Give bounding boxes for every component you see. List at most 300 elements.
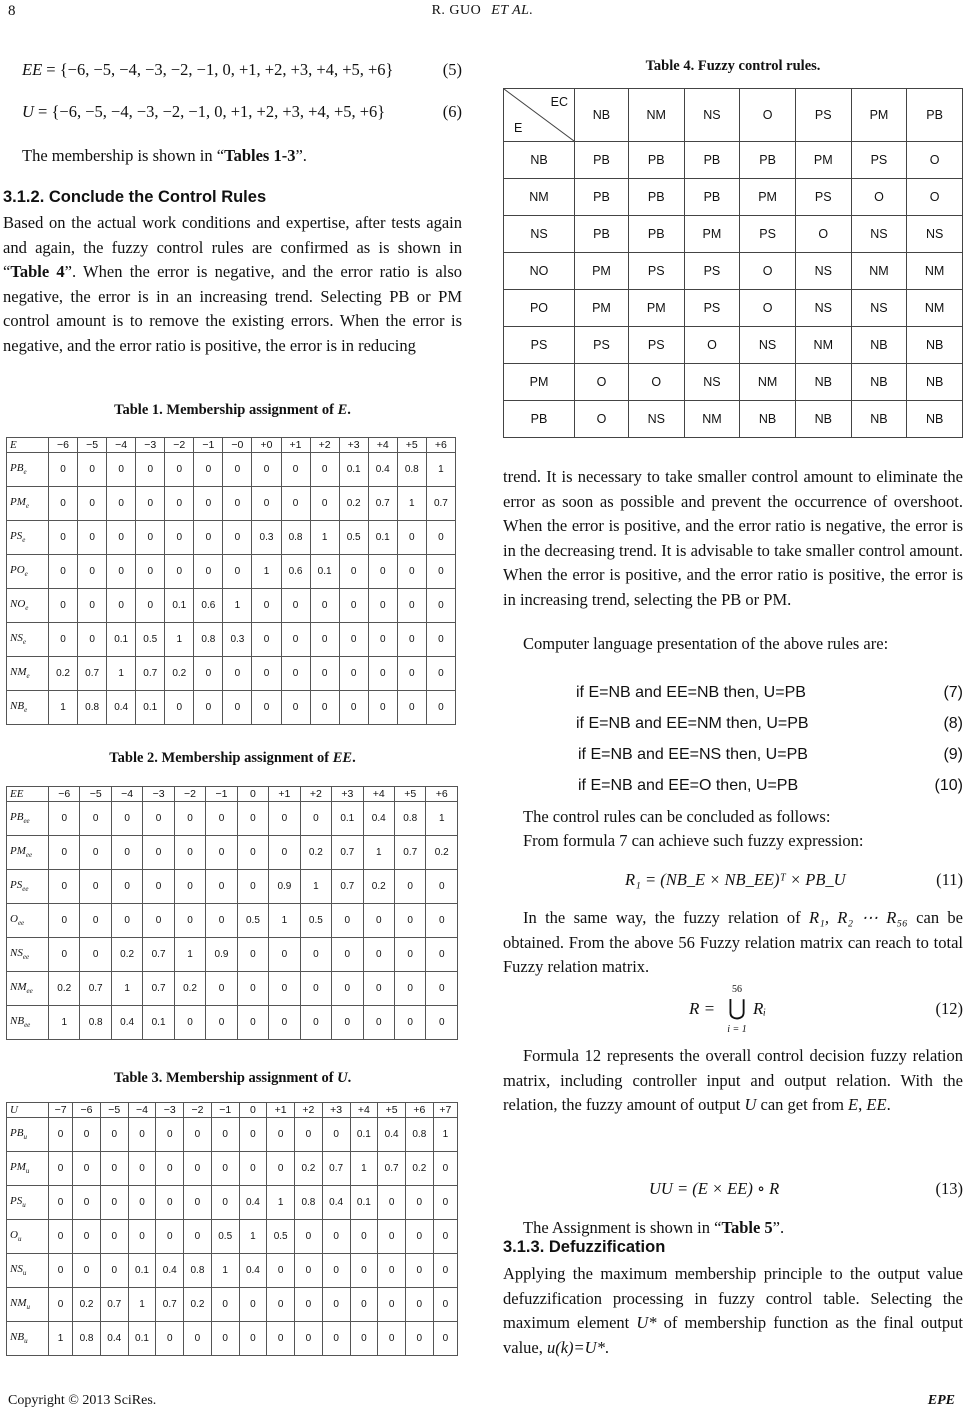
row-label: $NS_u$ — [7, 1254, 49, 1288]
table-cell: 0 — [368, 623, 397, 657]
table-cell: 0.1 — [350, 1186, 378, 1220]
table-cell: NB — [907, 401, 963, 438]
table-row — [7, 1186, 458, 1220]
assignment-line: The Assignment is shown in “Table 5”. — [523, 1218, 785, 1237]
table-cell: 0 — [252, 453, 281, 487]
header-cell: +1 — [269, 787, 300, 802]
section-3-1-2-heading: 3.1.2. Conclude the Control Rules — [3, 188, 267, 206]
table-cell: 0 — [165, 521, 194, 555]
row-label: $NM_{ee}$ — [7, 972, 49, 1006]
table-cell: 0 — [300, 972, 331, 1006]
table-cell: PS — [795, 179, 851, 216]
table-cell: 0 — [239, 1288, 267, 1322]
header-cell: NB — [575, 89, 629, 142]
table-cell: 0 — [368, 589, 397, 623]
table-cell: NB — [851, 327, 907, 364]
table-cell: 0 — [100, 1152, 128, 1186]
table-cell: NB — [851, 364, 907, 401]
table-cell: PB — [628, 179, 684, 216]
header-cell: −3 — [156, 1103, 184, 1118]
table-cell: 0 — [267, 1322, 295, 1356]
table-row — [7, 1152, 458, 1186]
computer-language-paragraph: Computer language presentation of the above rules are: — [523, 634, 889, 653]
table-cell: PB — [575, 179, 629, 216]
table-cell: 0 — [433, 1186, 457, 1220]
header-cell: −4 — [107, 438, 136, 453]
table-row — [504, 179, 963, 216]
table-cell: 1 — [128, 1288, 156, 1322]
table-cell: 1 — [165, 623, 194, 657]
header-cell: +4 — [363, 787, 394, 802]
table-cell: 0.8 — [73, 1322, 101, 1356]
table-cell: 0 — [405, 1322, 433, 1356]
eq6-lhs: U — [22, 102, 34, 121]
table-cell: 0.7 — [368, 487, 397, 521]
header-cell: −1 — [194, 438, 223, 453]
header-cell: PB — [907, 89, 963, 142]
equation-12: R = 56 ⋃ i = 1 Rᵢ (12) — [689, 984, 963, 1035]
table-cell: 0 — [350, 1220, 378, 1254]
table-row — [504, 216, 963, 253]
table-cell: 0 — [206, 870, 237, 904]
table-cell: 0.8 — [394, 802, 425, 836]
equation-5 — [22, 58, 462, 83]
table-row — [7, 972, 458, 1006]
table-cell: 0 — [397, 657, 426, 691]
table-cell: O — [740, 253, 796, 290]
table-cell: 0 — [80, 802, 111, 836]
table-cell: PS — [851, 142, 907, 179]
table-cell: 0 — [80, 836, 111, 870]
table-cell: PM — [740, 179, 796, 216]
table-cell: 0 — [49, 521, 78, 555]
table-cell: 0 — [78, 487, 107, 521]
table-cell: 1 — [239, 1220, 267, 1254]
table-3-membership-u — [6, 1102, 458, 1356]
table-2-membership-ee — [6, 786, 458, 1040]
table-cell: PM — [575, 253, 629, 290]
table-cell: 0 — [211, 1186, 239, 1220]
table-cell: 0 — [49, 1288, 73, 1322]
table-cell: 0.5 — [300, 904, 331, 938]
table-cell: 0 — [73, 1220, 101, 1254]
table-row — [7, 802, 458, 836]
table-cell: 0 — [397, 589, 426, 623]
table-cell: NS — [795, 290, 851, 327]
table-cell: 0 — [100, 1254, 128, 1288]
table-cell: 0 — [426, 904, 458, 938]
table-cell: 0 — [239, 1322, 267, 1356]
corner-e-label: E — [514, 121, 523, 135]
header-cell: −2 — [174, 787, 205, 802]
table-cell: 0 — [156, 1322, 184, 1356]
table-cell: 0 — [165, 555, 194, 589]
table-cell: 0.3 — [223, 623, 252, 657]
table-cell: NB — [907, 327, 963, 364]
header-cell: +2 — [310, 438, 339, 453]
table-cell: 0.2 — [111, 938, 142, 972]
row-label: $NB_u$ — [7, 1322, 49, 1356]
table-cell: 0 — [295, 1254, 323, 1288]
table-cell: 0 — [394, 904, 425, 938]
table-cell: 0 — [49, 589, 78, 623]
table-cell: 0 — [239, 1118, 267, 1152]
header-cell: +4 — [368, 438, 397, 453]
table-cell: 0 — [100, 1220, 128, 1254]
table-row — [7, 836, 458, 870]
table-cell: O — [907, 142, 963, 179]
table-cell: 0 — [239, 1152, 267, 1186]
header-cell: +3 — [339, 438, 368, 453]
table-row — [7, 1288, 458, 1322]
table-cell: 0 — [310, 487, 339, 521]
table-cell: 0 — [80, 870, 111, 904]
table-cell: PS — [575, 327, 629, 364]
table-cell: 0 — [267, 1254, 295, 1288]
row-label: $PS_e$ — [7, 521, 49, 555]
table-cell: 0 — [237, 870, 268, 904]
table-cell: 1 — [107, 657, 136, 691]
table-cell: 0 — [156, 1152, 184, 1186]
table-cell: 0 — [269, 836, 300, 870]
table-cell: 0 — [194, 555, 223, 589]
table-cell: 0 — [78, 453, 107, 487]
table-cell: PS — [628, 253, 684, 290]
header-cell: −3 — [136, 438, 165, 453]
table-cell: 0 — [49, 623, 78, 657]
table-cell: 0 — [300, 802, 331, 836]
table-row — [7, 904, 458, 938]
row-label: PO — [504, 290, 575, 327]
table-cell: 0 — [174, 802, 205, 836]
table-cell: 0.7 — [143, 972, 174, 1006]
table-cell: 0 — [174, 836, 205, 870]
rule-7: if E=NB and EE=NB then, U=PB (7) — [576, 684, 963, 701]
table-cell: 0.1 — [143, 1006, 174, 1040]
table-cell: 0.6 — [281, 555, 310, 589]
copyright-footer: Copyright © 2013 SciRes. — [8, 1393, 157, 1408]
table-cell: 0 — [100, 1186, 128, 1220]
header-cell: NS — [684, 89, 740, 142]
table-cell: 0.7 — [322, 1152, 350, 1186]
row-label: $PO_e$ — [7, 555, 49, 589]
table-cell: 1 — [267, 1186, 295, 1220]
header-authors: R. GUO — [431, 3, 482, 18]
table-cell: 0 — [426, 870, 458, 904]
table-cell: 0.5 — [211, 1220, 239, 1254]
table-cell: PS — [740, 216, 796, 253]
table-cell: 0 — [339, 589, 368, 623]
table-cell: 0.9 — [206, 938, 237, 972]
table-cell: PS — [684, 253, 740, 290]
table-cell: 0 — [397, 691, 426, 725]
table-cell: 0 — [49, 1254, 73, 1288]
table-cell: 1 — [174, 938, 205, 972]
header-cell: +1 — [281, 438, 310, 453]
row-label: $NM_e$ — [7, 657, 49, 691]
table-cell: 0 — [184, 1152, 212, 1186]
table-cell: PB — [575, 216, 629, 253]
table-cell: 0 — [49, 802, 80, 836]
table-cell: 0 — [156, 1220, 184, 1254]
table-cell: 0 — [206, 836, 237, 870]
table-cell: 0 — [269, 1006, 300, 1040]
table-cell: 0 — [194, 487, 223, 521]
table-cell: 0.4 — [322, 1186, 350, 1220]
table-cell: NS — [851, 290, 907, 327]
table-cell: 0 — [211, 1322, 239, 1356]
row-label: $O_{ee}$ — [7, 904, 49, 938]
table-cell: 0 — [78, 589, 107, 623]
table-cell: 0 — [143, 870, 174, 904]
table-cell: 0 — [281, 657, 310, 691]
table-cell: 0 — [80, 938, 111, 972]
table-cell: 0 — [49, 1186, 73, 1220]
table-cell: 0 — [368, 691, 397, 725]
table-cell: 0 — [339, 623, 368, 657]
table-cell: 0 — [128, 1152, 156, 1186]
row-label: $PS_u$ — [7, 1186, 49, 1220]
table-row — [7, 938, 458, 972]
table-cell: O — [575, 401, 629, 438]
header-cell: +6 — [405, 1103, 433, 1118]
table-cell: 1 — [363, 836, 394, 870]
table-row — [504, 364, 963, 401]
table-1-membership-e — [6, 437, 456, 725]
table-cell: 0 — [405, 1254, 433, 1288]
table-cell: 0 — [184, 1118, 212, 1152]
table-cell: 0.7 — [378, 1152, 406, 1186]
table-cell: 0 — [223, 691, 252, 725]
table-cell: 0.4 — [100, 1322, 128, 1356]
row-label: $NM_u$ — [7, 1288, 49, 1322]
eq5-number: (5) — [442, 60, 462, 79]
row-label: NO — [504, 253, 575, 290]
table-cell: 0 — [49, 555, 78, 589]
table-row — [504, 142, 963, 179]
header-etal: ET AL. — [491, 3, 534, 18]
table-cell: 0 — [78, 521, 107, 555]
table-cell: 0.4 — [368, 453, 397, 487]
row-label: $PM_u$ — [7, 1152, 49, 1186]
table-cell: 0 — [136, 555, 165, 589]
table-cell: 0 — [332, 1006, 363, 1040]
table-cell: 0 — [295, 1220, 323, 1254]
header-cell: E — [7, 438, 49, 453]
table-cell: 0 — [252, 589, 281, 623]
table-cell: PB — [684, 179, 740, 216]
header-cell: −3 — [143, 787, 174, 802]
same-way-paragraph: In the same way, the fuzzy relation of R₁, R₂ ⋯ R₅₆ can be obtained. From the above 56 Fuzzy relation matrix can reach to total Fuzzy relation matrix. — [503, 908, 963, 976]
table-cell: 0 — [405, 1186, 433, 1220]
table-cell: 0 — [295, 1288, 323, 1322]
header-cell: +0 — [252, 438, 281, 453]
table-cell: 0 — [237, 938, 268, 972]
table-cell: NB — [795, 401, 851, 438]
table-cell: O — [795, 216, 851, 253]
table-cell: 0 — [107, 453, 136, 487]
table-row — [504, 327, 963, 364]
header-cell: −5 — [100, 1103, 128, 1118]
header-cell: +5 — [378, 1103, 406, 1118]
table-cell: 0 — [426, 1006, 458, 1040]
table-cell: 0 — [281, 487, 310, 521]
table-cell: 0.1 — [368, 521, 397, 555]
table-cell: NB — [740, 401, 796, 438]
header-cell: +6 — [426, 438, 455, 453]
table-cell: 0.4 — [156, 1254, 184, 1288]
header-cell: +1 — [267, 1103, 295, 1118]
table-cell: 0 — [363, 972, 394, 1006]
table-cell: 0.2 — [426, 836, 458, 870]
table-cell: PB — [628, 216, 684, 253]
table-cell: 0.5 — [237, 904, 268, 938]
header-cell: PM — [851, 89, 907, 142]
table-cell: 0.7 — [80, 972, 111, 1006]
table-cell: 0 — [405, 1288, 433, 1322]
table-cell: O — [575, 364, 629, 401]
table-4-caption: Table 4. Fuzzy control rules. — [645, 58, 821, 74]
header-cell: −4 — [128, 1103, 156, 1118]
table-cell: 1 — [300, 870, 331, 904]
table-cell: 0 — [49, 904, 80, 938]
eq6-number: (6) — [442, 102, 462, 121]
table-cell: 0.7 — [136, 657, 165, 691]
running-header — [0, 3, 965, 19]
table-cell: 0.2 — [295, 1152, 323, 1186]
row-label: $PB_e$ — [7, 453, 49, 487]
table-cell: 0 — [49, 1152, 73, 1186]
table-cell: 0 — [73, 1152, 101, 1186]
table-cell: 1 — [49, 691, 78, 725]
table-2-caption: Table 2. Membership assignment of EE. — [109, 750, 356, 766]
table-row — [7, 555, 456, 589]
table-cell: 0 — [426, 623, 455, 657]
table-cell: 0 — [332, 904, 363, 938]
table-cell: 0.2 — [165, 657, 194, 691]
row-label: $PB_{ee}$ — [7, 802, 49, 836]
eq5-lhs: EE — [22, 60, 43, 79]
row-label: $NB_{ee}$ — [7, 1006, 49, 1040]
header-cell: +3 — [322, 1103, 350, 1118]
row-label: $PM_e$ — [7, 487, 49, 521]
table-cell: 0 — [267, 1152, 295, 1186]
table-cell: 0 — [433, 1152, 457, 1186]
table-row — [7, 1006, 458, 1040]
row-label: NM — [504, 179, 575, 216]
table-cell: NM — [907, 290, 963, 327]
table-cell: PM — [684, 216, 740, 253]
table-cell: 0 — [281, 691, 310, 725]
table-cell: NM — [851, 253, 907, 290]
table-cell: 0.9 — [269, 870, 300, 904]
header-cell: −5 — [78, 438, 107, 453]
equation-6 — [22, 100, 462, 125]
table-cell: 0.4 — [239, 1254, 267, 1288]
table-cell: 0 — [426, 589, 455, 623]
table-row — [7, 1118, 458, 1152]
table-row — [504, 290, 963, 327]
table-cell: PM — [628, 290, 684, 327]
table-row — [7, 1322, 458, 1356]
eq6-body: = {−6, −5, −4, −3, −2, −1, 0, +1, +2, +3, +4, +5, +6} — [38, 102, 386, 121]
table-cell: 0 — [206, 802, 237, 836]
table-cell: 0 — [194, 453, 223, 487]
table-cell: 0 — [269, 802, 300, 836]
membership-sentence: The membership is shown in “Tables 1-3”. — [22, 146, 307, 165]
table-cell: 0 — [269, 938, 300, 972]
table-cell: 0 — [136, 487, 165, 521]
rules-paragraph: Based on the actual work conditions and expertise, after tests again and again, the fuzzy control rules are confirmed as is shown in “Table 4”. When the error is negative, and the error ratio is also negative, the error is in an increasing trend. Selecting PB or PM control amount is to remove the existing errors. When the error is negative, and the error ratio is positive, the error is in reducing — [3, 213, 462, 355]
table-cell: 0.8 — [405, 1118, 433, 1152]
table-cell: 0 — [322, 1254, 350, 1288]
table-cell: 0 — [73, 1118, 101, 1152]
table-cell: 0 — [49, 870, 80, 904]
table-4-ref: Table 4 — [10, 262, 65, 281]
table-cell: 0.4 — [239, 1186, 267, 1220]
table-cell: 0 — [350, 1322, 378, 1356]
table-cell: 0 — [211, 1118, 239, 1152]
table-cell: 0.4 — [111, 1006, 142, 1040]
row-label: $PS_{ee}$ — [7, 870, 49, 904]
page-number: 8 — [8, 3, 16, 19]
table-cell: 1 — [269, 904, 300, 938]
row-label: NS — [504, 216, 575, 253]
table-cell: 0 — [223, 487, 252, 521]
row-label: PM — [504, 364, 575, 401]
table-cell: O — [851, 179, 907, 216]
table-cell: 0 — [107, 521, 136, 555]
header-cell: 0 — [237, 787, 268, 802]
table-cell: 0 — [128, 1118, 156, 1152]
table-cell: 0 — [332, 972, 363, 1006]
table-cell: 0 — [310, 623, 339, 657]
concluded-line: The control rules can be concluded as follows: — [523, 807, 831, 826]
table-cell: 0 — [426, 691, 455, 725]
table-cell: NS — [907, 216, 963, 253]
table-row — [7, 657, 456, 691]
table-cell: 0.2 — [73, 1288, 101, 1322]
header-cell: −1 — [206, 787, 237, 802]
table-cell: 0.2 — [174, 972, 205, 1006]
table-cell: 0 — [237, 1006, 268, 1040]
table-cell: 0 — [100, 1118, 128, 1152]
table-cell: 0 — [368, 657, 397, 691]
table-cell: 0 — [49, 836, 80, 870]
table-cell: 0 — [211, 1152, 239, 1186]
header-cell: −6 — [49, 438, 78, 453]
header-cell: EE — [7, 787, 49, 802]
rule-10: if E=NB and EE=O then, U=PB (10) — [578, 777, 963, 794]
header-cell: 0 — [239, 1103, 267, 1118]
table-cell: 0 — [281, 453, 310, 487]
header-cell: +2 — [295, 1103, 323, 1118]
table-cell: 0 — [252, 657, 281, 691]
table-cell: NS — [740, 327, 796, 364]
table-cell: 1 — [350, 1152, 378, 1186]
table-cell: 0 — [80, 904, 111, 938]
table-cell: 0.2 — [49, 657, 78, 691]
table-cell: 0.7 — [426, 487, 455, 521]
table-cell: NM — [795, 327, 851, 364]
table-cell: 0 — [78, 555, 107, 589]
table-cell: NB — [907, 364, 963, 401]
table-row — [7, 623, 456, 657]
table-cell: PM — [575, 290, 629, 327]
table-cell: 0 — [111, 870, 142, 904]
table-cell: NM — [684, 401, 740, 438]
table-cell: 0 — [295, 1322, 323, 1356]
